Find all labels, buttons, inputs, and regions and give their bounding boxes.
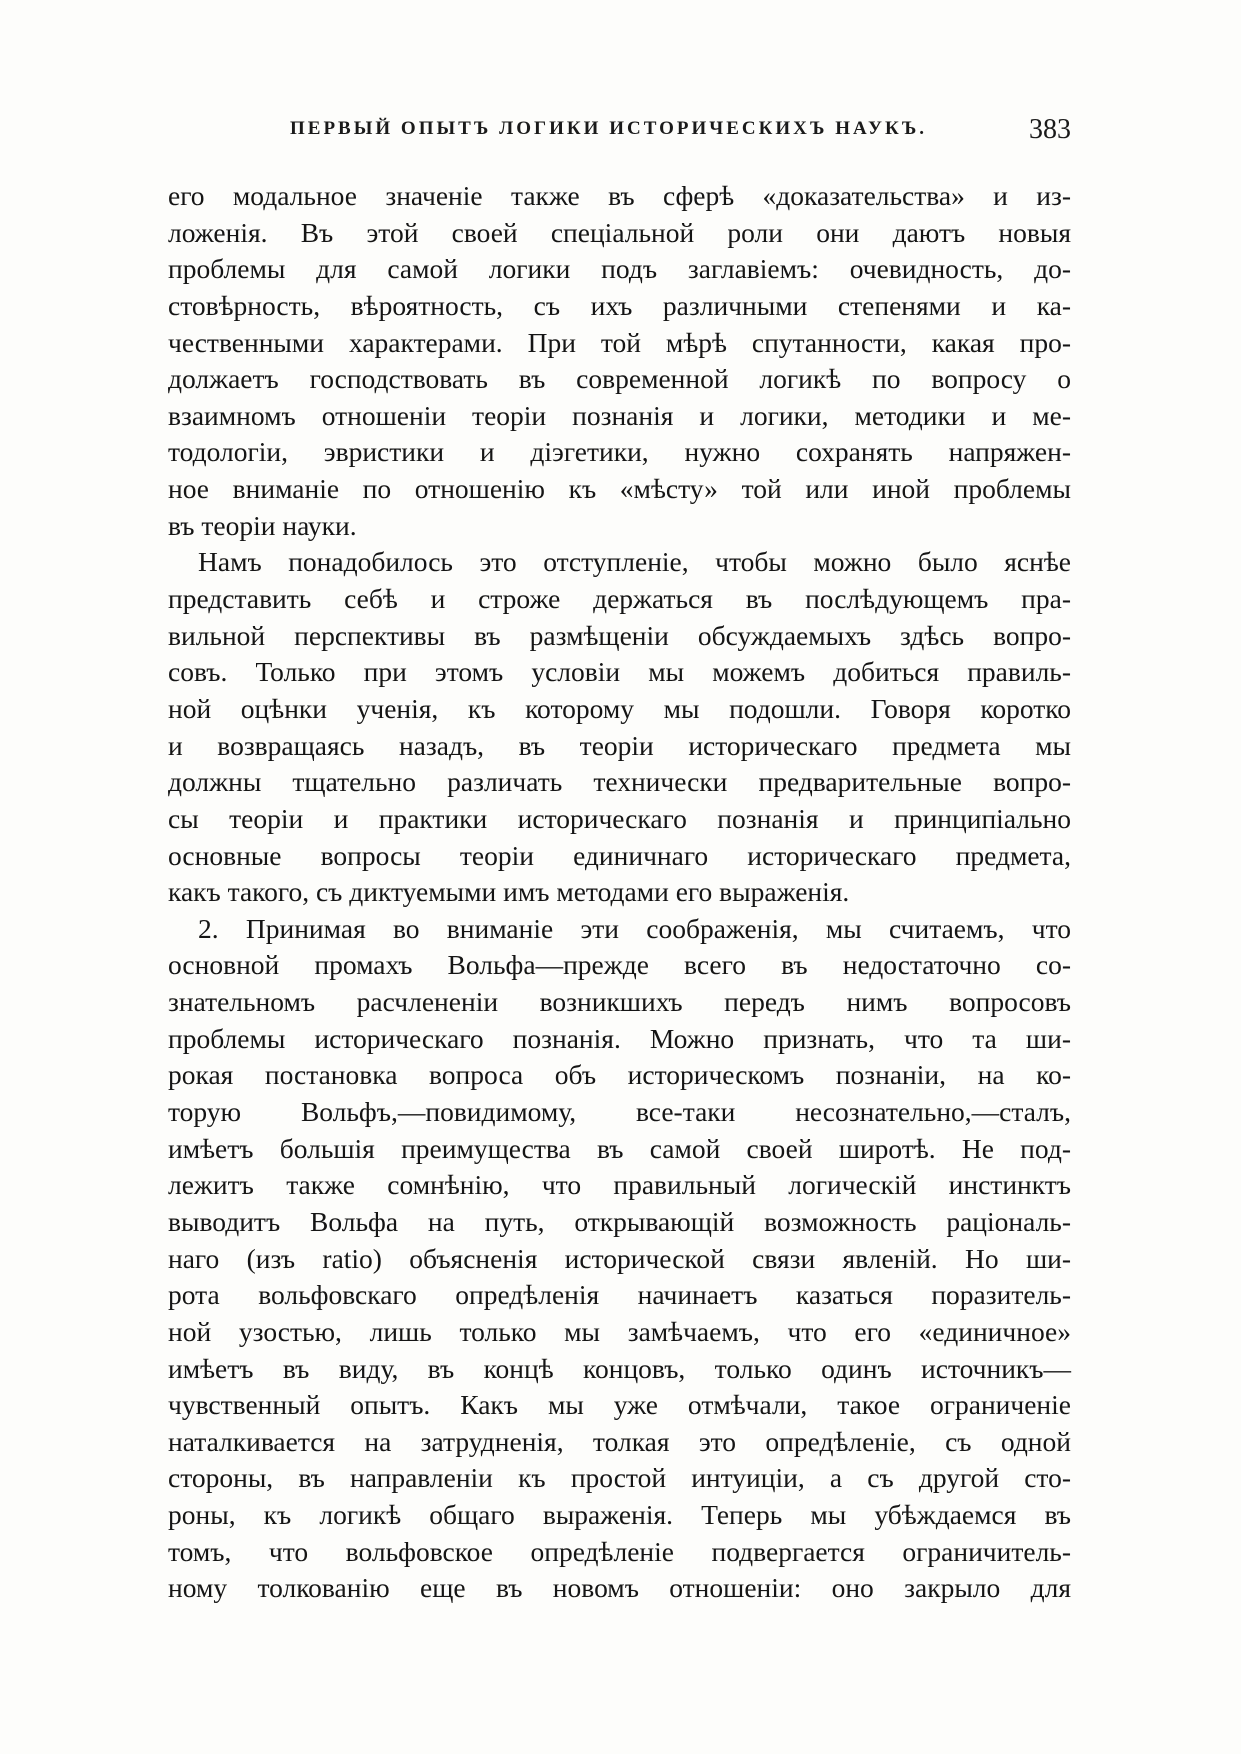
text-line: имѣетъ большiя преимущества въ самой своей широтѣ. Не под- xyxy=(168,1132,1071,1164)
paragraph xyxy=(168,911,1071,1607)
text-line: стороны, въ направленiи къ простой интуицiи, а съ другой сто- xyxy=(168,1462,1071,1494)
running-title: ПЕРВЫЙ ОПЫТЪ ЛОГИКИ ИСТОРИЧЕСКИХЪ НАУКЪ. xyxy=(290,118,928,139)
text-line: наталкивается на затрудненiя, толкая это опредѣленiе, съ одной xyxy=(168,1425,1071,1457)
text-line: имѣетъ въ виду, въ концѣ концовъ, только одинъ источникъ— xyxy=(168,1352,1071,1384)
text-line: роны, къ логикѣ общаго выраженiя. Теперь мы убѣждаемся въ xyxy=(168,1499,1071,1531)
text-line: 2. Принимая во вниманiе эти соображенiя, мы считаемъ, что xyxy=(198,912,1071,944)
text-line: выводитъ Вольфа на путь, открывающiй возможность рацiональ- xyxy=(168,1205,1071,1237)
text-line: чувственный опытъ. Какъ мы уже отмѣчали, такое ограниченiе xyxy=(168,1389,1071,1421)
paragraph xyxy=(168,178,1071,544)
text-line: вильной перспективы въ размѣщенiи обсуждаемыхъ здѣсь вопро- xyxy=(168,619,1071,651)
text-line: основные вопросы теорiи единичнаго историческаго предмета, xyxy=(168,839,1071,871)
text-line: ной узостью, лишь только мы замѣчаемъ, что его «единичное» xyxy=(168,1315,1071,1347)
text-line: рота вольфовскаго опредѣленiя начинаетъ казаться поразитель- xyxy=(168,1279,1071,1311)
text-line: и возвращаясь назадъ, въ теорiи историческаго предмета мы xyxy=(168,729,1071,761)
text-line: знательномъ расчлененiи возникшихъ передъ нимъ вопросовъ xyxy=(168,986,1071,1018)
text-line: тодологiи, эвристики и дiэгетики, нужно сохранять напряжен- xyxy=(168,436,1071,468)
text-line: ложенiя. Въ этой своей спецiальной роли они даютъ новыя xyxy=(168,216,1071,248)
body-text xyxy=(168,178,1071,1607)
text-line: проблемы историческаго познанiя. Можно признать, что та ши- xyxy=(168,1022,1071,1054)
text-line: должны тщательно различать технически предварительные вопро- xyxy=(168,766,1071,798)
text-line: наго (изъ ratio) объясненiя исторической связи явленiй. Но ши- xyxy=(168,1242,1071,1274)
text-line: ное вниманiе по отношенiю къ «мѣсту» той или иной проблемы xyxy=(168,473,1071,505)
text-line: въ теорiи науки. xyxy=(168,509,357,541)
text-line: торую Вольфъ,—повидимому, все-таки несознательно,—сталъ, xyxy=(168,1096,1071,1128)
running-head xyxy=(168,114,1071,152)
text-line: проблемы для самой логики подъ заглавiемъ: очевидность, до- xyxy=(168,253,1071,285)
text-line: чественными характерами. При той мѣрѣ спутанности, какая про- xyxy=(168,326,1071,358)
text-line: сы теорiи и практики историческаго познанiя и принципiально xyxy=(168,802,1071,834)
text-line: лежитъ также сомнѣнiю, что правильный логическiй инстинктъ xyxy=(168,1169,1071,1201)
text-line: рокая постановка вопроса объ историческомъ познанiи, на ко- xyxy=(168,1059,1071,1091)
text-line: представить себѣ и строже держаться въ послѣдующемъ пра- xyxy=(168,583,1071,615)
text-line: взаимномъ отношенiи теорiи познанiя и логики, методики и ме- xyxy=(168,399,1071,431)
paragraph xyxy=(168,544,1071,910)
text-line: какъ такого, съ диктуемыми имъ методами его выраженiя. xyxy=(168,876,850,908)
text-line: Намъ понадобилось это отступленiе, чтобы можно было яснѣе xyxy=(198,546,1071,578)
page-number: 383 xyxy=(1029,114,1071,145)
text-line: должаетъ господствовать въ современной логикѣ по вопросу о xyxy=(168,363,1071,395)
text-line: совъ. Только при этомъ условiи мы можемъ добиться правиль- xyxy=(168,656,1071,688)
text-line: основной промахъ Вольфа—прежде всего въ недостаточно со- xyxy=(168,949,1071,981)
text-line: ной оцѣнки ученiя, къ которому мы подошли. Говоря коротко xyxy=(168,692,1071,724)
text-line: ному толкованiю еще въ новомъ отношенiи: оно закрыло для xyxy=(168,1572,1071,1604)
text-line: стовѣрность, вѣроятность, съ ихъ различными степенями и ка- xyxy=(168,289,1071,321)
text-line: томъ, что вольфовское опредѣленiе подвергается ограничитель- xyxy=(168,1535,1071,1567)
text-line: его модальное значенiе также въ сферѣ «доказательства» и из- xyxy=(168,180,1071,211)
